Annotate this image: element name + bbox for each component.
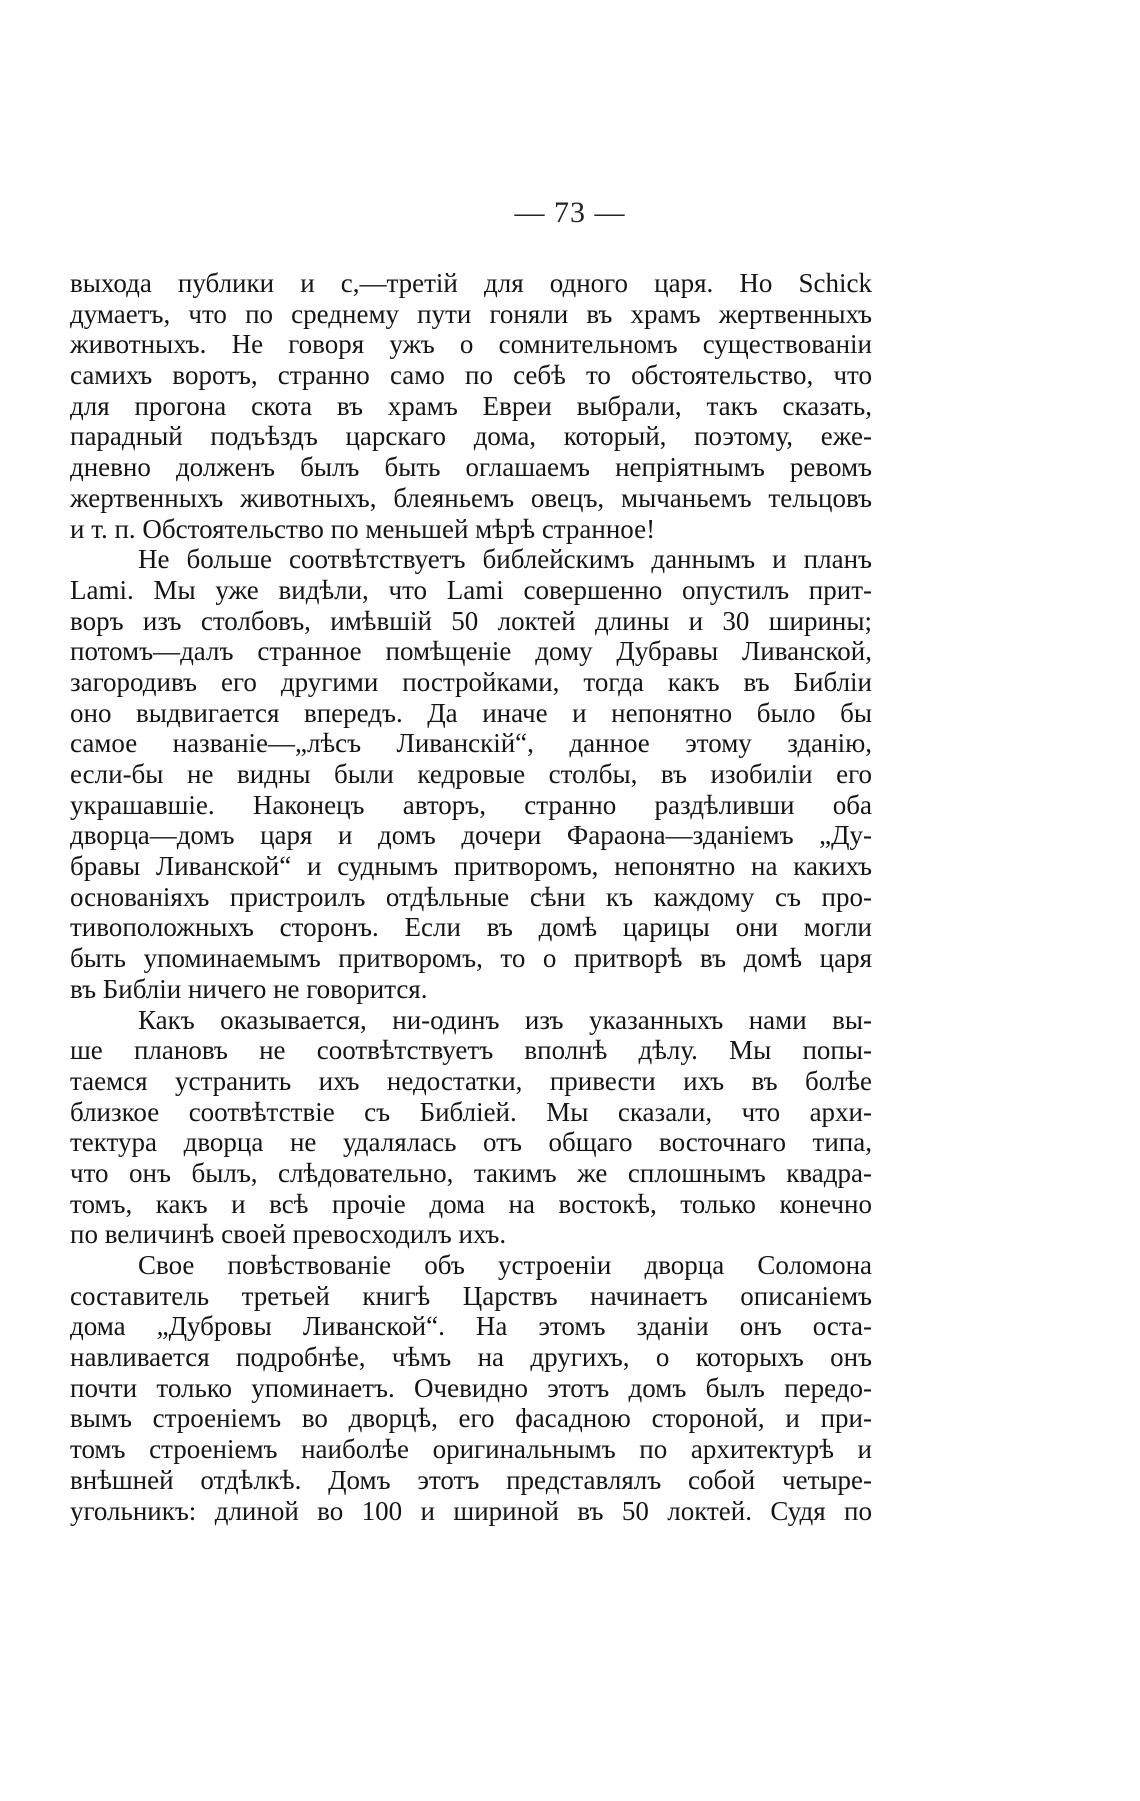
text-line: жертвенныхъ животныхъ, блеяньемъ овецъ, мычаньемъ тельцовъ bbox=[70, 482, 872, 513]
text-line: тектура дворца не удалялась отъ общаго восточнаго типа, bbox=[70, 1127, 872, 1158]
text-line: самихъ воротъ, странно само по себѣ то обстоятельство, что bbox=[70, 360, 872, 391]
text-line: бравы Ливанской“ и суднымъ притворомъ, непонятно на какихъ bbox=[70, 851, 872, 882]
text-line: выхода публики и с,—третій для одного царя. Но Schick bbox=[70, 268, 872, 298]
text-line: Свое повѣствованіе объ устроеніи дворца Соломона bbox=[138, 1250, 872, 1280]
text-line: Lami. Мы уже видѣли, что Lami совершенно опустилъ прит- bbox=[70, 574, 872, 605]
text-line: составитель третьей книгѣ Царствъ начинаетъ описаніемъ bbox=[70, 1280, 872, 1311]
text-line: воръ изъ столбовъ, имѣвшій 50 локтей длины и 30 ширины; bbox=[70, 605, 872, 636]
text-line: самое названіе—„лѣсъ Ливанскій“, данное этому зданію, bbox=[70, 728, 872, 759]
text-line: Какъ оказывается, ни-одинъ изъ указанныхъ нами вы- bbox=[138, 1004, 872, 1035]
text-line: близкое соотвѣтствіе съ Библіей. Мы сказали, что архи- bbox=[70, 1096, 872, 1127]
page-number: — 73 — bbox=[514, 196, 626, 229]
text-line: дворца—домъ царя и домъ дочери Фараона—зданіемъ „Ду- bbox=[70, 820, 872, 851]
text-line: оно выдвигается впередъ. Да иначе и непонятно было бы bbox=[70, 697, 872, 728]
text-line: Не больше соотвѣтствуетъ библейскимъ даннымъ и планъ bbox=[138, 544, 872, 575]
text-line: если-бы не видны были кедровые столбы, въ изобиліи его bbox=[70, 759, 872, 789]
text-line: загородивъ его другими постройками, тогда какъ въ Библіи bbox=[70, 666, 872, 697]
text-line: украшавшіе. Наконецъ авторъ, странно раздѣливши оба bbox=[70, 789, 872, 820]
text-line: животныхъ. Не говоря ужъ о сомнительномъ существованіи bbox=[70, 329, 872, 360]
text-line: ше плановъ не соотвѣтствуетъ вполнѣ дѣлу. Мы попы- bbox=[70, 1035, 872, 1066]
text-line: для прогона скота въ храмъ Евреи выбрали, такъ сказать, bbox=[70, 390, 872, 421]
body-text bbox=[70, 268, 872, 1526]
text-line: дома „Дубровы Ливанской“. На этомъ зданіи онъ оста- bbox=[70, 1311, 872, 1342]
text-line: парадный подъѣздъ царскаго дома, который, поэтому, еже- bbox=[70, 421, 872, 452]
text-line: внѣшней отдѣлкѣ. Домъ этотъ представлялъ собой четыре- bbox=[70, 1464, 872, 1495]
text-line: навливается подробнѣе, чѣмъ на другихъ, о которыхъ онъ bbox=[70, 1342, 872, 1373]
text-line: быть упоминаемымъ притворомъ, то о притворѣ въ домѣ царя bbox=[70, 943, 872, 974]
text-line: угольникъ: длиной во 100 и шириной въ 50 локтей. Судя по bbox=[70, 1495, 872, 1526]
text-line: томъ строеніемъ наиболѣе оригинальнымъ по архитектурѣ и bbox=[70, 1434, 872, 1465]
text-line: вымъ строеніемъ во дворцѣ, его фасадною стороной, и при- bbox=[70, 1403, 872, 1434]
text-line: что онъ былъ, слѣдовательно, такимъ же сплошнымъ квадра- bbox=[70, 1157, 872, 1188]
text-line: потомъ—далъ странное помѣщеніе дому Дубравы Ливанской, bbox=[70, 636, 872, 667]
text-line: таемся устранить ихъ недостатки, привести ихъ въ болѣе bbox=[70, 1065, 872, 1096]
text-line: почти только упоминаетъ. Очевидно этотъ домъ былъ передо- bbox=[70, 1372, 872, 1403]
text-line: основаніяхъ пристроилъ отдѣльные сѣни къ каждому съ про- bbox=[70, 881, 872, 912]
text-line: по величинѣ своей превосходилъ ихъ. bbox=[70, 1219, 507, 1250]
text-line: дневно долженъ былъ быть оглашаемъ непріятнымъ ревомъ bbox=[70, 452, 872, 483]
text-line: тивоположныхъ сторонъ. Если въ домѣ царицы они могли bbox=[70, 912, 872, 943]
text-line: и т. п. Обстоятельство по меньшей мѣрѣ странное! bbox=[70, 513, 656, 544]
text-line: томъ, какъ и всѣ прочіе дома на востокѣ, только конечно bbox=[70, 1188, 872, 1219]
text-line: думаетъ, что по среднему пути гоняли въ храмъ жертвенныхъ bbox=[70, 298, 872, 329]
text-line: въ Библіи ничего не говорится. bbox=[70, 973, 428, 1004]
